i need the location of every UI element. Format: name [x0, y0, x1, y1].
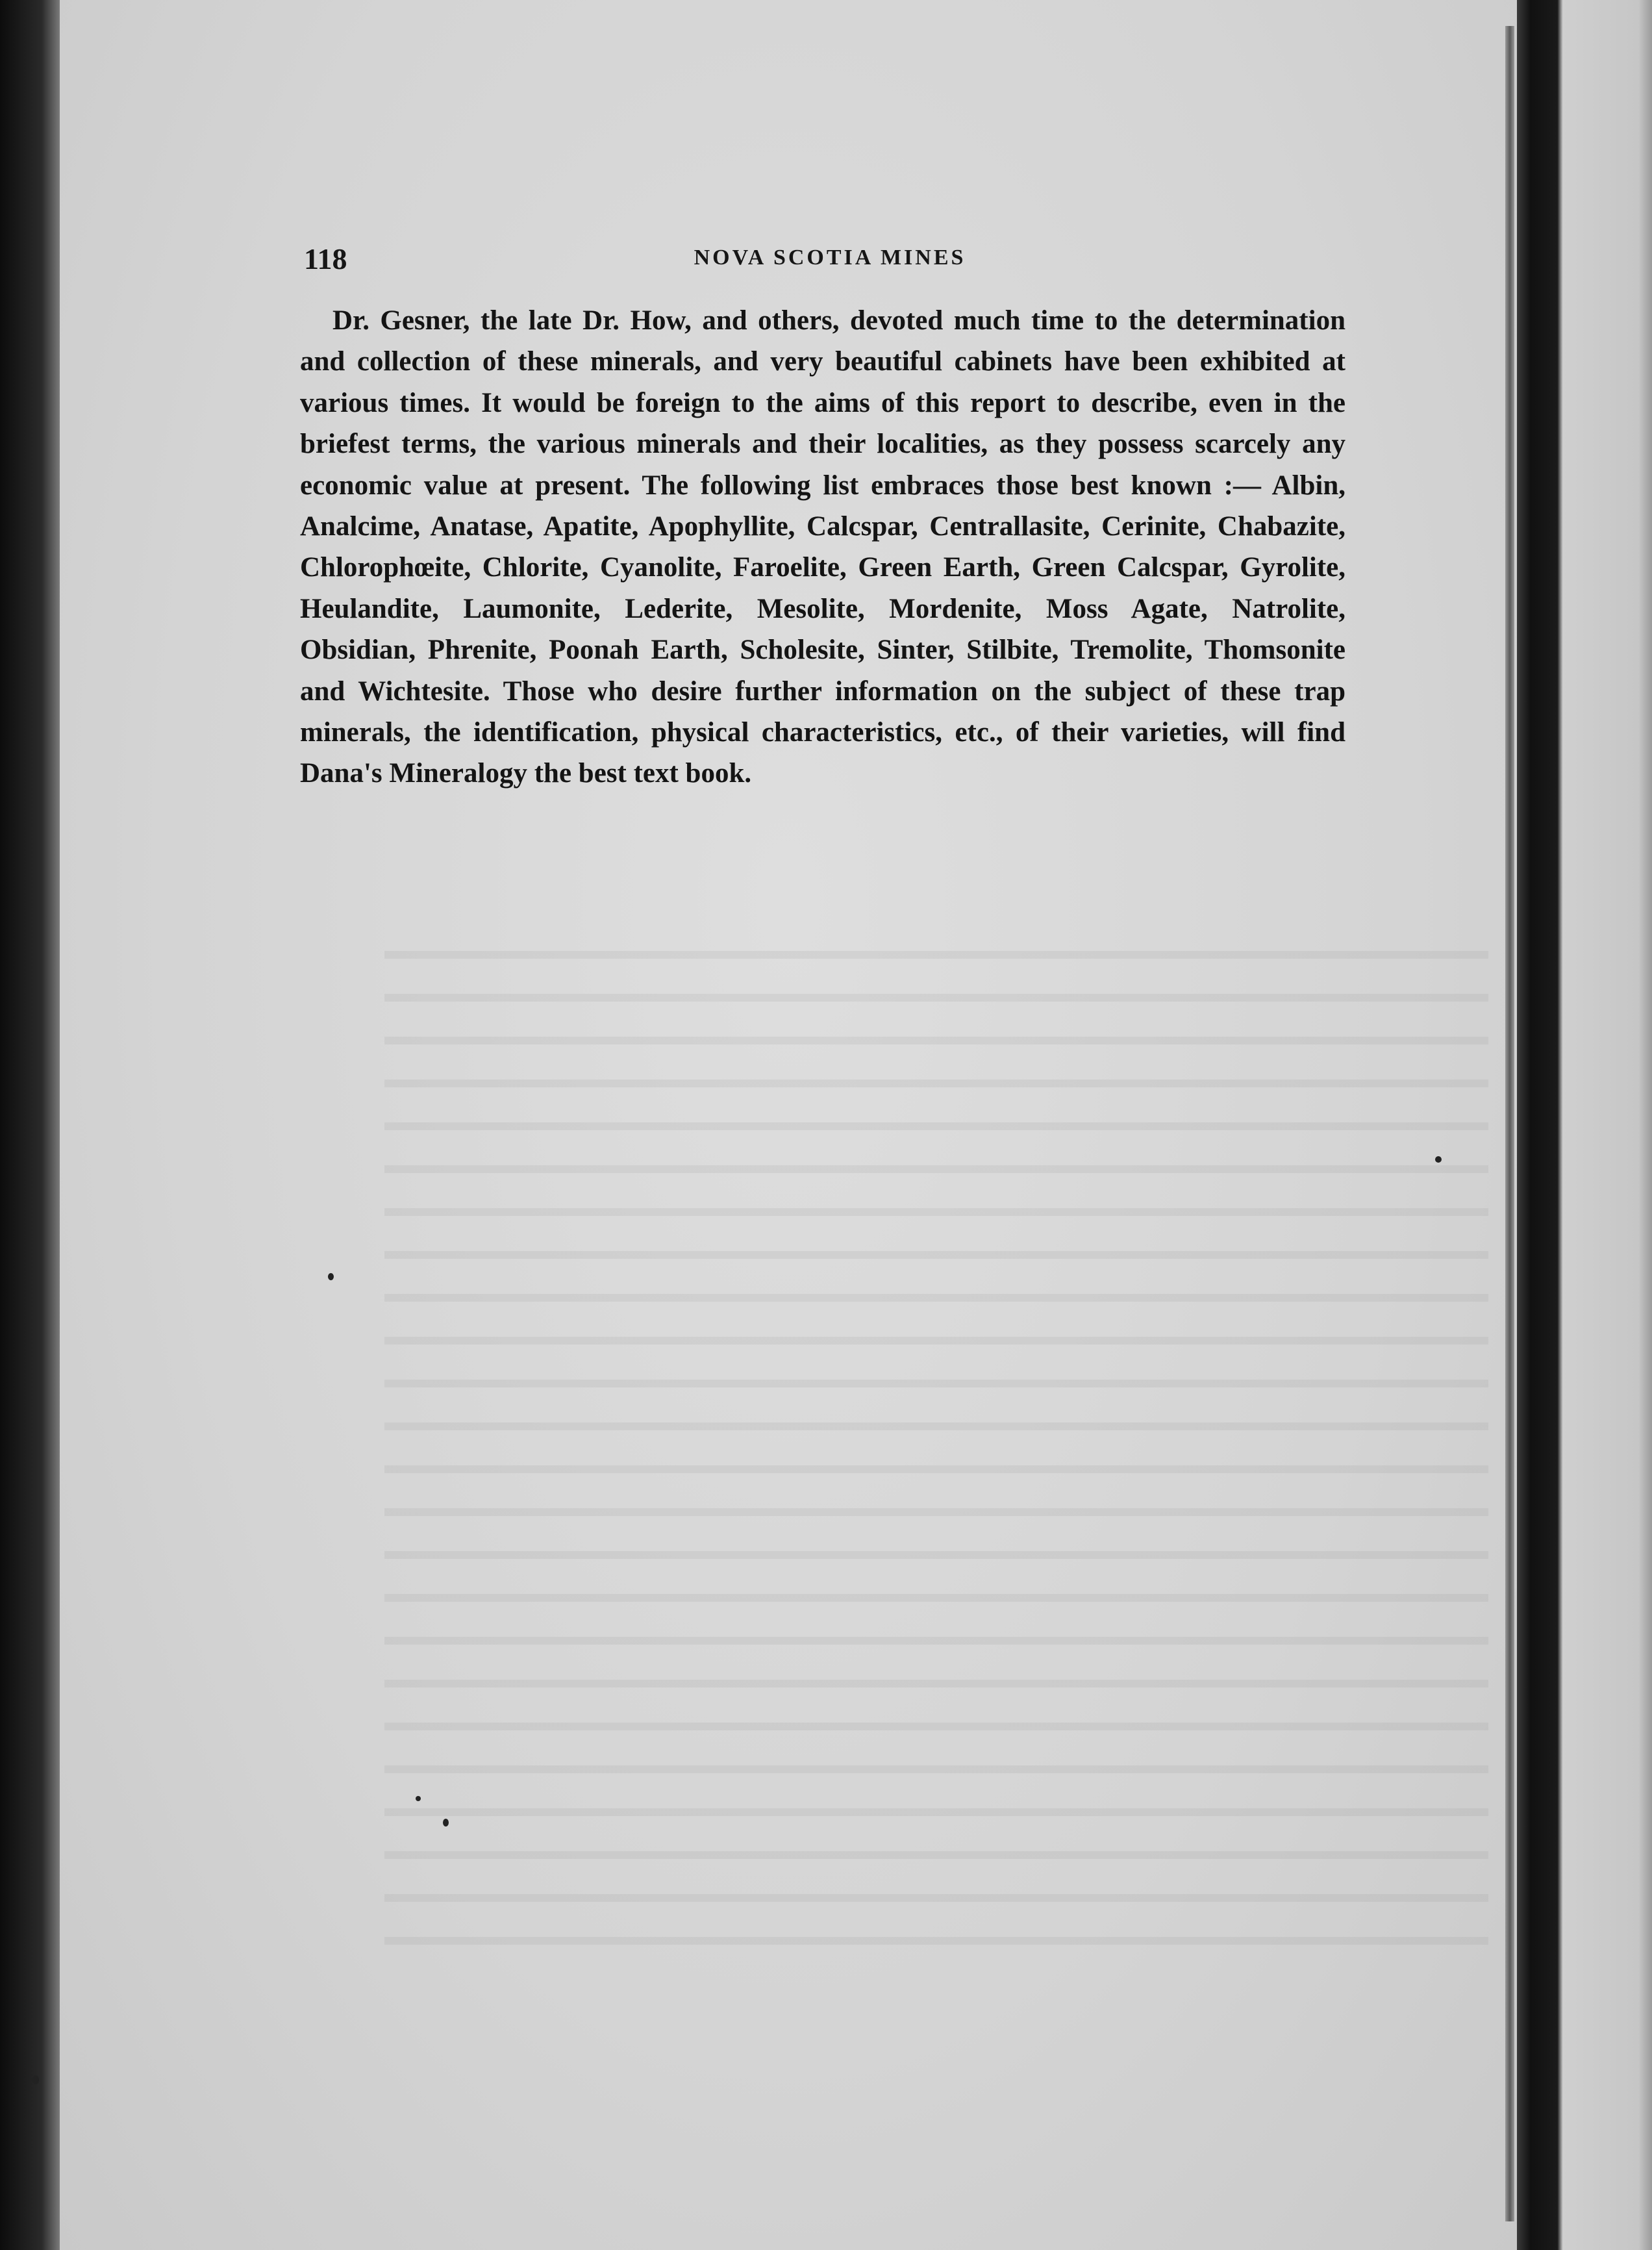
right-scan-border	[1517, 0, 1652, 2250]
show-through-text-shadow	[384, 929, 1488, 1968]
ink-speck	[443, 1819, 449, 1827]
running-head: NOVA SCOTIA MINES	[694, 246, 966, 270]
ink-speck	[32, 2075, 39, 2084]
left-scan-border	[0, 0, 60, 2250]
ink-speck	[416, 1796, 421, 1801]
ink-speck	[1435, 1156, 1442, 1163]
page-header	[304, 242, 1356, 281]
ink-speck	[328, 1273, 334, 1280]
page-number: 118	[304, 242, 347, 275]
page-fold-edge	[1505, 26, 1514, 2221]
body-paragraph: Dr. Gesner, the late Dr. How, and others, devoted much time to the determination and collection of these minerals, and very beautiful cabinets have been exhibited at various times. It would be foreign to the aims of this report to describe, even in the briefest terms, the various minerals and their localities, as they possess scarcely any economic value at present. The following list embraces those best known :— Albin, Analcime, Anatase, Apatite, Apophyllite, Calcspar, Centrallasite, Cerinite, Chabazite, Chlorophœite, Chlorite, Cyanolite, Faroelite, Green Earth, Green Calcspar, Gyrolite, Heulandite, Laumonite, Lederite, Mesolite, Mordenite, Moss Agate, Natrolite, Obsidian, Phrenite, Poonah Earth, Scholesite, Sinter, Stilbite, Tremolite, Thomsonite and Wichtesite. Those who desire further information on the subject of these trap minerals, the identification, physical characteristics, etc., of their varieties, will find Dana's Mineralogy the best text book.	[300, 305, 1345, 789]
